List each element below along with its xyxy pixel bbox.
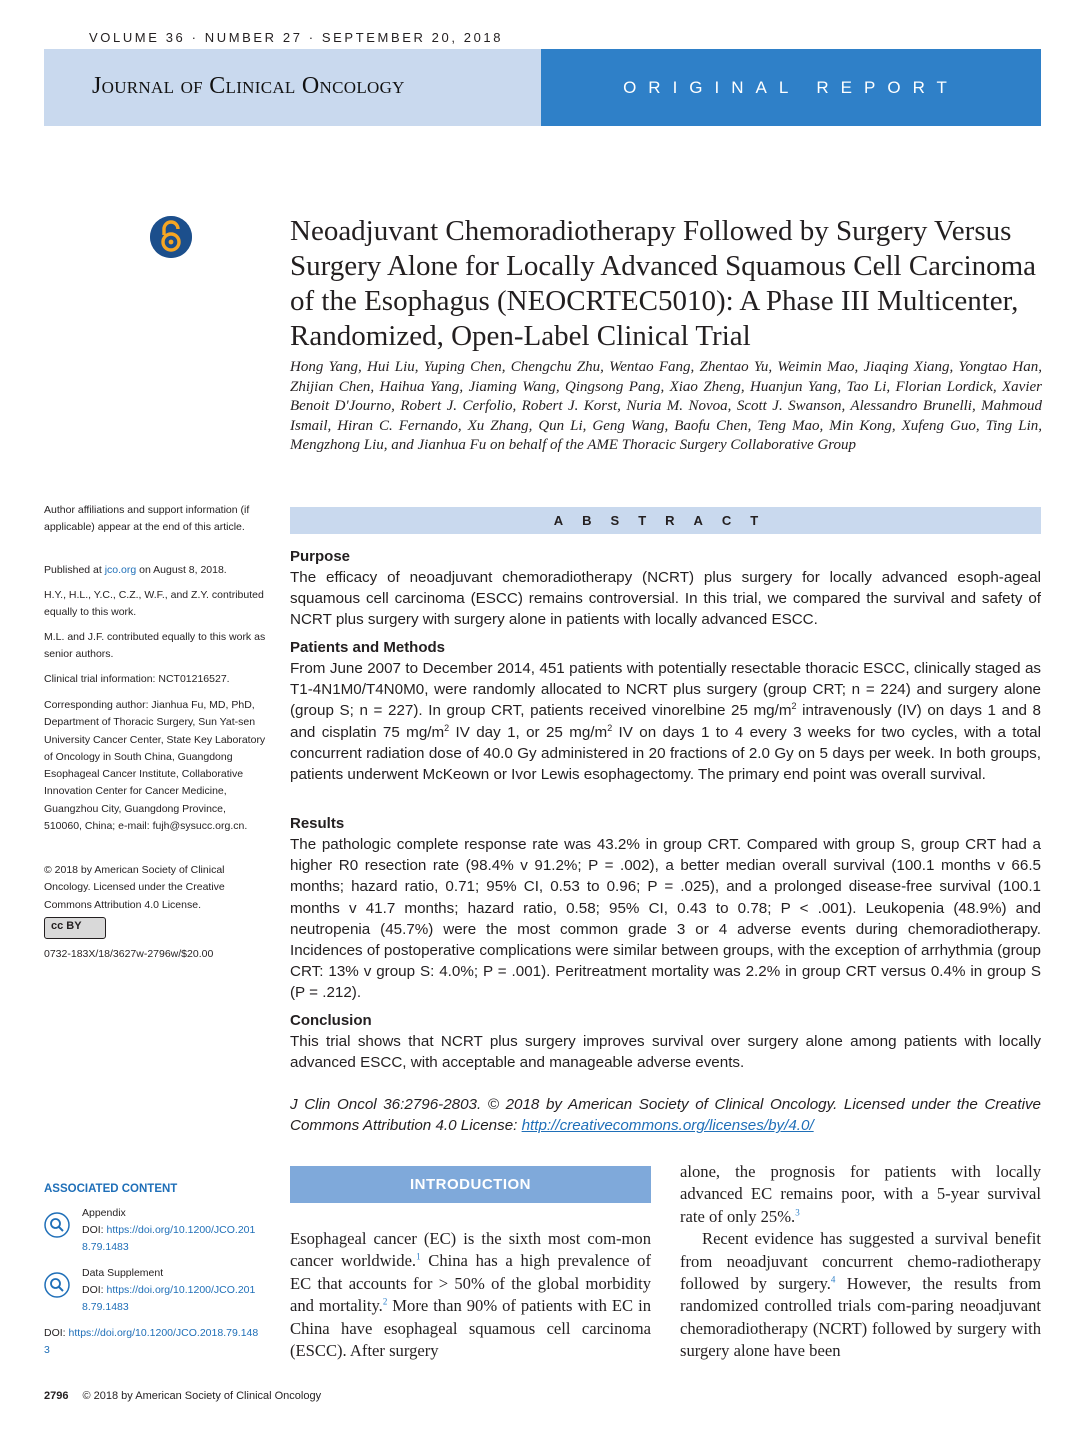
superscript: 2 xyxy=(607,722,613,733)
search-icon[interactable] xyxy=(44,1212,70,1238)
jco-link[interactable]: jco.org xyxy=(104,564,137,576)
cc-by-badge[interactable] xyxy=(44,917,106,939)
methods-part: intravenously (IV) on days 1 and 8 and cisplatin 75 mg/m xyxy=(290,702,1041,741)
copyright-note: © 2018 by American Society of Clinical Oncology. Licensed under the Creative Commons Attribution 4.0 License. xyxy=(44,864,225,911)
license-link[interactable]: http://creativecommons.org/licenses/by/4.0/ xyxy=(521,1117,814,1135)
citation xyxy=(290,1094,1041,1136)
conclusion-heading: Conclusion xyxy=(290,1012,372,1029)
reference-link[interactable]: 1 xyxy=(416,1251,421,1262)
purpose-heading: Purpose xyxy=(290,548,351,565)
published-prefix: Published at xyxy=(44,564,105,576)
abstract-heading: ABSTRACT xyxy=(553,513,778,528)
methods-part: From June 2007 to December 2014, 451 patients with potentially resectable thoracic ESCC, clinically staged as T1-4N1M0/T4N0M0, were randomly allocated to NCRT plus surgery (group CRT; n = 224) and surgery alone (group S; n = 227). In group CRT, patients received vinorelbine 25 mg/m xyxy=(290,660,1041,720)
senior-authors-note: M.L. and J.F. contributed equally to this work as senior authors. xyxy=(44,631,266,661)
intro-text: alone, the prognosis for patients with locally advanced EC remains poor, with a 5-year survival rate of only 25%. xyxy=(680,1162,1041,1226)
methods-part: IV on days 1 to 4 every 3 weeks for two cycles, with a total concurrent radiation dose of 40.0 Gy administered in 20 fractions of 2.0 Gy on 5 days per week. In both groups, patients underwent McKeown or Ivor Lewis esophagectomy. The primary end point was overall survival. xyxy=(290,723,1042,784)
superscript: 2 xyxy=(791,701,797,712)
assoc-appendix xyxy=(82,1205,262,1257)
introduction-heading: INTRODUCTION xyxy=(410,1176,531,1193)
supplement-doi-link[interactable]: https://doi.org/10.1200/JCO.2018.79.1483 xyxy=(82,1284,256,1314)
footer-copyright: © 2018 by American Society of Clinical Oncology xyxy=(82,1390,322,1402)
purpose-text: The efficacy of neoadjuvant chemoradiotherapy (NCRT) plus surgery for locally advanced esoph-ageal squamous cell carcinoma (ESCC) remains controversial. In this trial, we compared the survival and safety of NCRT plus surgery with surgery alone in patients with locally advanced ESCC. xyxy=(290,569,1041,629)
superscript: 2 xyxy=(444,722,450,733)
published-suffix: on August 8, 2018. xyxy=(136,564,227,576)
intro-text: However, the results from randomized controlled trials com-paring neoadjuvant chemoradiotherapy (NCRT) followed by surgery with surgery alone have been xyxy=(680,1274,1041,1361)
reference-link[interactable]: 2 xyxy=(382,1296,388,1307)
reference-link[interactable]: 3 xyxy=(795,1207,800,1218)
reference-link[interactable]: 4 xyxy=(830,1274,836,1285)
intro-text: Recent evidence has suggested a survival benefit from neoadjuvant concurrent chemo-radiotherapy followed by surgery. xyxy=(680,1229,1041,1294)
published-note xyxy=(44,562,266,579)
methods-part: IV day 1, or 25 mg/m xyxy=(449,723,608,741)
author-list: Hong Yang, Hui Liu, Yuping Chen, Chengchu Zhu, Wentao Fang, Zhentao Yu, Weimin Mao, Jiaqing Xiang, Yongtao Han, Zhijian Chen, Haihua Yang, Jiaming Wang, Qingsong Pang, Xiao Zheng, Huanjun Yang, Tao Li, Florian Lordick, Xavier Benoit D'Journo, Robert J. Cerfolio, Robert J. Korst, Nuria M. Novoa, Scott J. Swanson, Alessandro Brunelli, Mahmoud Ismail, Hiran C. Fernando, Xu Zhang, Qun Li, Geng Wang, Baofu Chen, Teng Mao, Min Kong, Xufeng Guo, Ting Lin, Mengzhong Liu, and Jianhua Fu on behalf of the AME Thoracic Surgery Collaborative Group xyxy=(290,359,1042,453)
associated-content-heading: ASSOCIATED CONTENT xyxy=(44,1183,178,1195)
intro-text: More than 90% of patients with EC in China have esophageal squamous cell carcinoma (ESCC). After surgery xyxy=(290,1296,651,1361)
doi-prefix: DOI: xyxy=(82,1224,107,1237)
conclusion-text: This trial shows that NCRT plus surgery improves survival over surgery alone among patients with locally advanced ESCC, with acceptable and manageable adverse events. xyxy=(290,1033,1041,1072)
issn-code: 0732-183X/18/3627w-2796w/$20.00 xyxy=(44,948,214,960)
page-footer xyxy=(44,1390,321,1402)
intro-text: Esophageal cancer (EC) is the sixth most com-mon cancer worldwide. xyxy=(290,1229,651,1271)
results-text: The pathologic complete response rate was 43.2% in group CRT. Compared with group S, group CRT had a higher R0 resection rate (98.4% v 91.2%; P = .002), a better median overall survival (100.1 months v 66.5 months; hazard ratio, 0.71; 95% CI, 0.53 to 0.96; P = .025), and a prolonged disease-free survival (100.1 months v 41.7 months; hazard ratio, 0.58; 95% CI, 0.43 to 0.78; P < .001). Leukopenia (48.9%) and neutropenia (45.7%) were the most common grade 3 or 4 adverse events during chemoradiotherapy. Incidences of postoperative complications were similar between groups, with the exception of arrhythmia (group CRT: 13% v group S: 4.0%; P = .001). Peritreatment mortality was 2.2% in group CRT versus 0.4% in group S (P = .212). xyxy=(290,836,1041,1002)
cc-by-label: cc BY xyxy=(51,920,82,932)
assoc-data-supplement xyxy=(82,1265,262,1317)
section-label: ORIGINAL REPORT xyxy=(623,78,959,97)
journal-name: Journal of Clinical Oncology xyxy=(92,73,405,99)
doi-prefix: DOI: xyxy=(82,1284,107,1297)
search-icon[interactable] xyxy=(44,1272,70,1298)
trial-info: Clinical trial information: NCT01216527. xyxy=(44,673,230,685)
citation-text: J Clin Oncol 36:2796-2803. © 2018 by American Society of Clinical Oncology. Licensed under the Creative Commons Attribution 4.0 License: xyxy=(290,1096,1041,1135)
affiliations-note: Author affiliations and support information (if applicable) appear at the end of this article. xyxy=(44,504,250,534)
intro-column-1 xyxy=(290,1228,651,1362)
intro-column-2 xyxy=(680,1161,1041,1363)
intro-text: China has a high prevalence of EC that accounts for > 50% of the global morbidity and mortality. xyxy=(290,1251,651,1316)
article-doi xyxy=(44,1325,259,1359)
doi-prefix: DOI: xyxy=(44,1327,69,1339)
methods-heading: Patients and Methods xyxy=(290,639,446,656)
appendix-doi-link[interactable]: https://doi.org/10.1200/JCO.2018.79.1483 xyxy=(82,1224,256,1254)
results-heading: Results xyxy=(290,815,345,832)
assoc-label: Appendix xyxy=(82,1207,126,1219)
corresponding-author: Corresponding author: Jianhua Fu, MD, PhD, Department of Thoracic Surgery, Sun Yat-sen University Cancer Center, State Key Laboratory of Oncology in South China, Guangdong Esophageal Cancer Institute, Collaborative Innovation Center for Cancer Medicine, Guangzhou City, Guangdong Province, 510060, China; e-mail: fujh@sysucc.org.cn. xyxy=(44,699,266,833)
methods-text xyxy=(290,658,1041,785)
page-number: 2796 xyxy=(44,1390,69,1402)
assoc-label: Data Supplement xyxy=(82,1267,164,1279)
article-title: Neoadjuvant Chemoradiotherapy Followed by Surgery Versus Surgery Alone for Locally Advanced Squamous Cell Carcinoma of the Esophagus (NEOCRTEC5010): A Phase III Multicenter, Randomized, Open-Label Clinical Trial xyxy=(290,215,1037,352)
open-access-icon xyxy=(150,216,192,258)
equal-contribution-note: H.Y., H.L., Y.C., C.Z., W.F., and Z.Y. contributed equally to this work. xyxy=(44,589,264,619)
volume-line: VOLUME 36 · NUMBER 27 · SEPTEMBER 20, 2018 xyxy=(89,30,504,45)
article-doi-link[interactable]: https://doi.org/10.1200/JCO.2018.79.1483 xyxy=(44,1327,259,1357)
